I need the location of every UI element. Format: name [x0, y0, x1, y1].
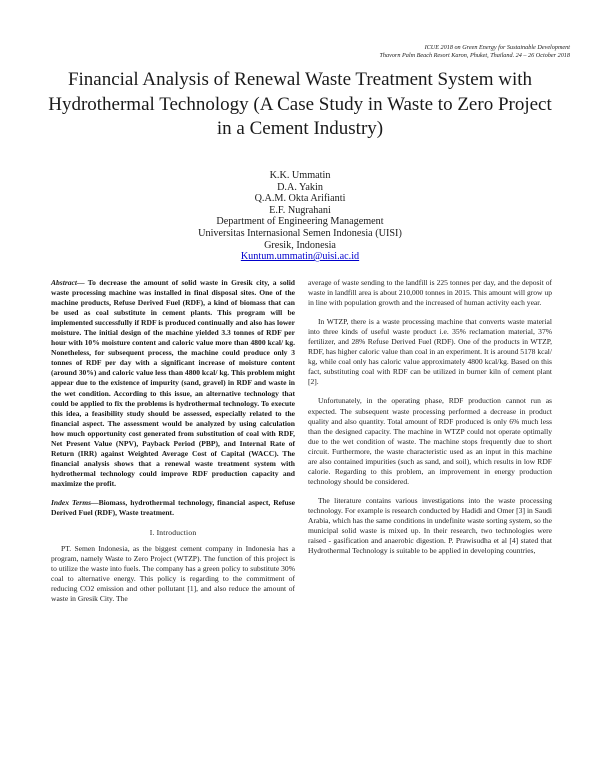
paragraph: Unfortunately, in the operating phase, RDF production cannot run as expected. The subsequent waste processing performed a decrease in product quality and also quantity. Total amount of RDF produced is only 6% much less than the designed capacity. The machine in WTZP could not operate optimally due to the wet condition of waste. The machine stops frequently due to short circuit. Furthermore, the waste characteristic used as an input in this machine are also contained impurities (such as sand, and soil), which results in low RDF calorie. Regarding to this problem, an improvement in energy production technology should be considered. [308, 396, 552, 486]
author-name: E.F. Nugrahani [269, 204, 331, 216]
index-terms [51, 498, 295, 518]
paragraph: average of waste sending to the landfill is 225 tonnes per day, and the deposit of waste in landfill area is about 210,000 tonnes in 2015. This amount will grow up in line with population growth and the increased of human activity each year. [308, 278, 552, 308]
author-city: Gresik, Indonesia [264, 239, 336, 251]
abstract-text: — To decrease the amount of solid waste in Gresik city, a solid waste processing machine was installed in final disposal sites. One of the machine products, Refuse Derived Fuel (RDF), a kind of biomass that can be used as coal substitute in cement plants. This program will be implemented successfully if RDF is produced continually and also has lower moisture. The initial design of the machine yielded 3.3 tonnes of RDF per hour with 10% moisture content and caloric value more than 4800 kcal/ kg. Nonetheless, for subsequent process, the machine could produce only 3 tonnes of RDF per day with a significant increase of moisture content (around 30%) and caloric value less than 4800 kcal/ kg. This problem might appear due to the existence of impurity (sand, gravel) in RDF and waste in the wet condition. According to this issue, an alternative technology that could be applied to fix the problems is hydrothermal technology. To execute this idea, a feasibility study should be assessed, especially related to the financial aspect. The assessment would be analyzed by using calculation how much opportunity cost generated from substitution of coal with RDF, Net Present Value (NPV), Payback Period (PBP), and Internal Rate of Return (IRR) against Weighted Average Cost of Capital (WACC). The financial analysis shows that a renewal waste treatment system with hydrothermal technology could improve RDF production capacity and maximize the profit. [51, 278, 295, 488]
left-column [51, 278, 295, 604]
conference-venue: Thavorn Palm Beach Resort Karon, Phuket, Thailand. 24 – 26 October 2018 [379, 52, 570, 59]
paragraph: PT. Semen Indonesia, as the biggest cement company in Indonesia has a program, namely Waste to Zero Project (WTZP). The function of this project is to utilize the waste into fuels. The company has a green policy to substitute 30% coal to alternative energy. This policy is regarding to the commitment of reducing CO2 emission and other pollutant [1], and also reduce the amount of waste in Gresik City. The [51, 544, 295, 604]
author-name: D.A. Yakin [277, 181, 323, 193]
author-university: Universitas Internasional Semen Indonesia (UISI) [198, 227, 402, 239]
author-name: K.K. Ummatin [269, 170, 331, 181]
index-terms-label: Index Terms [51, 497, 92, 507]
author-name: Q.A.M. Okta Arifianti [254, 193, 346, 205]
right-column [308, 278, 552, 556]
paragraph: The literature contains various investigations into the waste processing technology. For example is research conducted by Hadidi and Omer [3] in Saudi Arabia, which has the same conditions in undefinite waste sorting system, so the municipal solid waste is mixed up. In their research, two technologies were raised - gasification and anaerobic digestion. P. Prawisudha et al [4] stated that Hydrothermal Technology is suitable to be applied in developing countries, [308, 495, 552, 556]
conference-name: ICUE 2018 on Green Energy for Sustainable Development [424, 44, 570, 51]
author-block [150, 170, 450, 263]
author-department: Department of Engineering Management [216, 216, 384, 228]
abstract [51, 278, 295, 489]
abstract-label: Abstract [51, 278, 77, 287]
conference-header [190, 44, 570, 60]
section-heading-introduction: I. Introduction [149, 528, 197, 538]
paragraph: In WTZP, there is a waste processing machine that converts waste material into three kinds of useful waste product i.e. 35% reclamation material, 37% fertilizer, and 28% Refuse Derived Fuel (RDF). One of the products in WTZP, RDF, has higher caloric value than coal in an experiment. It is around 5178 kcal/ kg, while coal only has caloric value approximately 4800 kcal/kg. Based on this fact, substituting coal with RDF can be utilized in burner kiln of cement plant [2]. [308, 317, 552, 387]
author-email-link[interactable]: Kuntum.ummatin@uisi.ac.id [240, 251, 360, 263]
index-terms-text: —Biomass, hydrothermal technology, financial aspect, Refuse Derived Fuel (RDF), Waste treatment. [51, 497, 295, 518]
paper-title: Financial Analysis of Renewal Waste Treatment System with Hydrothermal Technology (A Case Study in Waste to Zero Project in a Cement Industry) [48, 69, 552, 139]
